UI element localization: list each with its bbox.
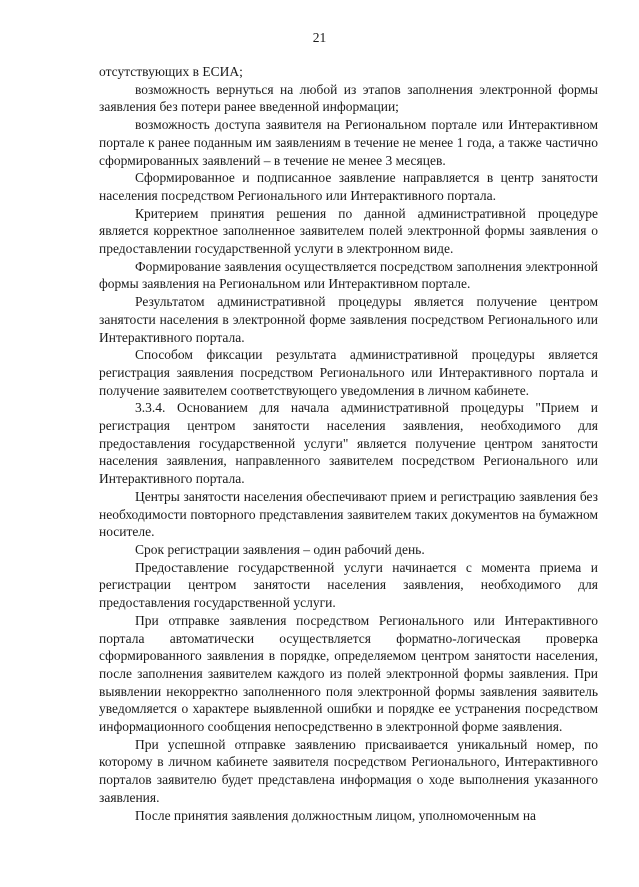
paragraph: После принятия заявления должностным лицом, уполномоченным на — [135, 807, 537, 823]
document-body — [99, 63, 598, 824]
paragraph: 3.3.4. Основанием для начала административной процедуры "Прием и регистрация центром занятости населения заявления, необходимого для предоставления государственной услуги" является получение центром занятости населения заявления, направленного заявителем посредством Регионального или Интерактивного портала. — [99, 400, 598, 487]
paragraph: Формирование заявления осуществляется посредством заполнения электронной формы заявления на Региональном или Интерактивном портале. — [99, 258, 598, 292]
paragraph: Способом фиксации результата административной процедуры является регистрация заявления посредством Регионального или Интерактивного портала и получение заявителем соответствующего уведомления в личном кабинете. — [99, 347, 598, 398]
paragraph: Критерием принятия решения по данной административной процедуре является корректное заполненное заявителем полей электронной формы заявления о предоставлении государственной услуги в электронном виде. — [99, 205, 598, 257]
paragraph: отсутствующих в ЕСИА; — [99, 64, 243, 79]
page-number: 21 — [312, 30, 327, 45]
paragraph: Предоставление государственной услуги начинается с момента приема и регистрации центром занятости населения заявления, необходимого для предоставления государственной услуги. — [99, 559, 598, 611]
paragraph: возможность доступа заявителя на Региональном портале или Интерактивном портале к ранее поданным им заявлениям в течение не менее 1 года, а также частично сформированных заявлений – в течение не менее 3 месяцев. — [99, 117, 598, 168]
paragraph: Срок регистрации заявления – один рабочий день. — [135, 541, 425, 557]
paragraph: Центры занятости населения обеспечивают прием и регистрацию заявления без необходимости повторного представления заявителем таких документов на бумажном носителе. — [99, 488, 598, 540]
paragraph: При отправке заявления посредством Регионального или Интерактивного портала автоматически осуществляется форматно-логическая проверка сформированного заявления в порядке, определяемом центром занятости населения, после заполнения заявителем каждого из полей электронной формы заявления. При выявлении некорректно заполненного поля электронной формы заявления заявитель уведомляется о характере выявленной ошибки и порядке ее устранения посредством информационного сообщения непосредственно в электронной форме заявления. — [99, 612, 598, 735]
paragraph: возможность вернуться на любой из этапов заполнения электронной формы заявления без потери ранее введенной информации; — [99, 81, 598, 115]
paragraph: Результатом административной процедуры является получение центром занятости населения в электронной форме заявления посредством Регионального или Интерактивного портала. — [99, 294, 598, 345]
paragraph: При успешной отправке заявлению присваивается уникальный номер, по которому в личном кабинете заявителя посредством Регионального, Интерактивного порталов заявителю будет представлена информация о ходе выполнения указанного заявления. — [99, 736, 598, 805]
paragraph: Сформированное и подписанное заявление направляется в центр занятости населения посредством Регионального или Интерактивного портала. — [99, 170, 598, 203]
